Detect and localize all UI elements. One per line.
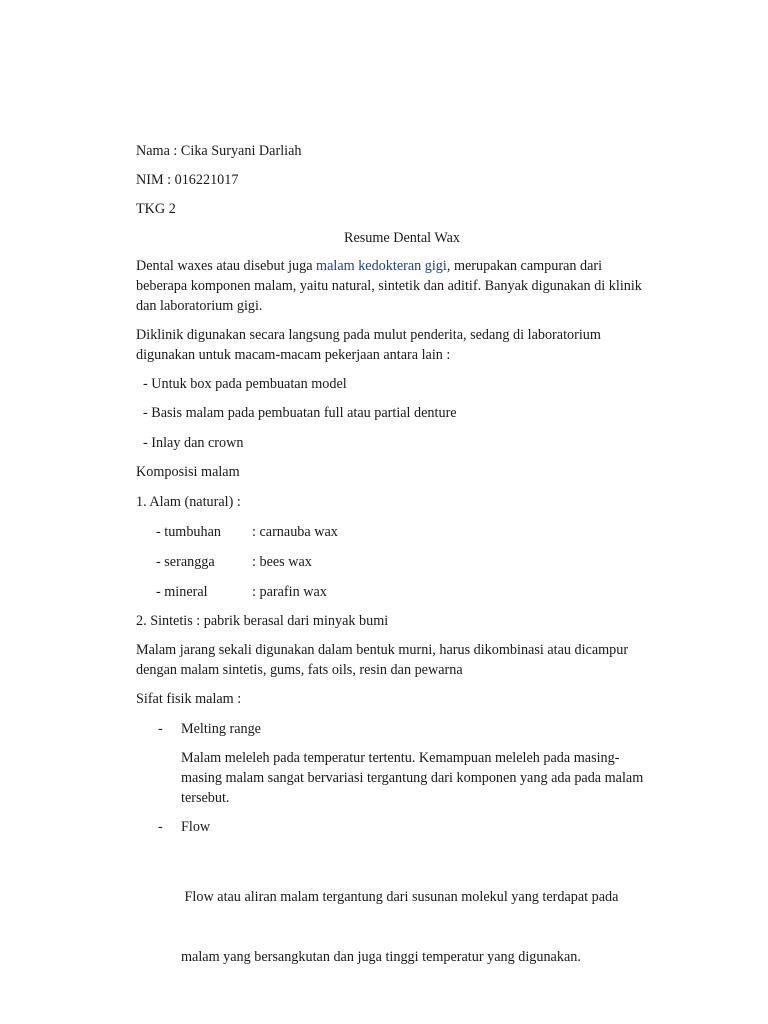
intro-paragraph [136,256,642,316]
mixing-line-2: dengan malam sintetis, gums, fats oils, resin dan pewarna [136,662,463,678]
usage-item-1: - Untuk box pada pembuatan model [143,376,347,392]
natural-source-2: - serangga [156,554,215,570]
intro-line-3: dan laboratorium gigi. [136,298,263,314]
natural-source-3: - mineral [156,584,208,600]
intro-text-after: , merupakan campuran dari [446,258,603,274]
flow-title: Flow [181,819,211,835]
mixing-line-1: Malam jarang sekali digunakan dalam bentuk murni, harus dikombinasi atau dicampur [136,642,629,658]
melting-line-3: tersebut. [181,790,230,806]
natural-heading: 1. Alam (natural) : [136,494,241,510]
document-title: Resume Dental Wax [343,230,460,246]
melting-line-1: Malam meleleh pada temperatur tertentu. Kemampuan meleleh pada masing- [181,750,620,766]
mixing-paragraph [136,640,628,680]
physical-heading: Sifat fisik malam : [136,691,242,707]
intro-line-2: beberapa komponen malam, yaitu natural, sintetik dan aditif. Banyak digunakan di klinik [136,278,642,294]
melting-range-text [181,748,643,808]
synthetic-line: 2. Sintetis : pabrik berasal dari minyak bumi [136,613,389,629]
natural-source-1: - tumbuhan [156,524,222,540]
student-class: TKG 2 [136,201,176,217]
flow-line-1: Flow atau aliran malam tergantung dari susunan molekul yang terdapat pada [181,889,619,905]
student-nim: NIM : 016221017 [136,172,239,188]
physical-bullet-1: - [158,721,163,737]
usage-line-2: digunakan untuk macam-macam pekerjaan antara lain : [136,347,451,363]
student-name: Nama : Cika Suryani Darliah [136,143,302,159]
melting-range-title: Melting range [181,721,261,737]
intro-text-before: Dental waxes atau disebut juga [136,258,317,274]
intro-link[interactable]: malam kedokteran gigi [316,258,447,274]
natural-value-2: : bees wax [252,554,312,570]
physical-bullet-2: - [158,819,163,835]
flow-line-2: malam yang bersangkutan dan juga tinggi temperatur yang digunakan. [181,949,581,965]
usage-paragraph [136,325,601,365]
composition-heading: Komposisi malam [136,464,240,480]
flow-text [181,847,618,1007]
usage-item-3: - Inlay dan crown [143,435,244,451]
usage-item-2: - Basis malam pada pembuatan full atau partial denture [143,405,457,421]
natural-value-3: : parafin wax [252,584,327,600]
natural-value-1: : carnauba wax [252,524,338,540]
melting-line-2: masing malam sangat bervariasi tergantung dari komponen yang ada pada malam [181,770,644,786]
intro-line-1 [136,256,642,276]
usage-line-1: Diklinik digunakan secara langsung pada mulut penderita, sedang di laboratorium [136,327,601,343]
